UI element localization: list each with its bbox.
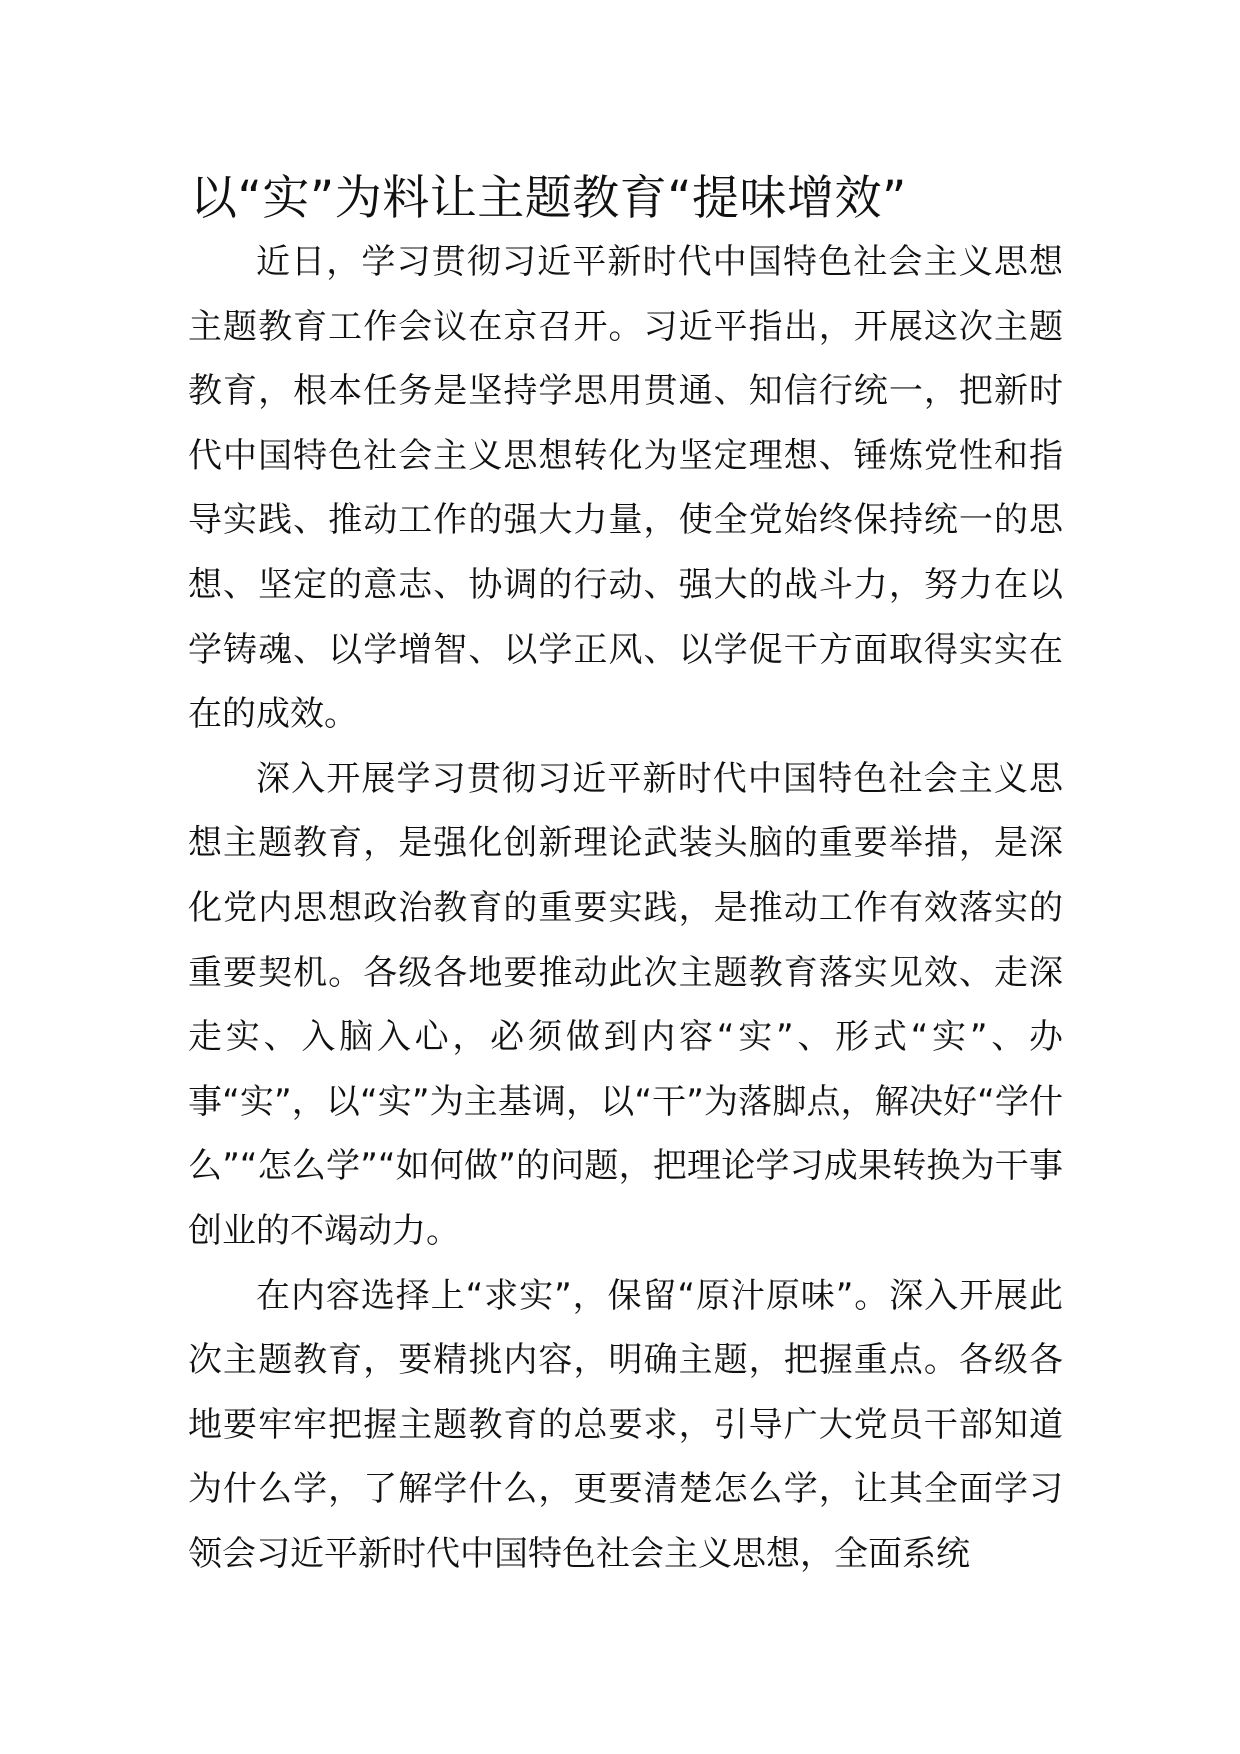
paragraph-3: 在内容选择上“求实”，保留“原汁原味”。深入开展此次主题教育，要精挑内容，明确主题，把握重点。各级各地要牢牢把握主题教育的总要求，引导广大党员干部知道为什么学，了解学什么，更要清楚怎么学，让其全面学习领会习近平新时代中国特色社会主义思想，全面系统	[188, 1275, 1063, 1574]
paragraph-2: 深入开展学习贯彻习近平新时代中国特色社会主义思想主题教育，是强化创新理论武装头脑的重要举措，是深化党内思想政治教育的重要实践，是推动工作有效落实的重要契机。各级各地要推动此次主题教育落实见效、走深走实、入脑入心，必须做到内容“实”、形式“实”、办事“实”，以“实”为主基调，以“干”为落脚点，解决好“学什么”“怎么学”“如何做”的问题，把理论学习成果转换为干事创业的不竭动力。	[188, 758, 1063, 1251]
document-title: 以“实”为料让主题教育“提味增效”	[190, 171, 907, 226]
paragraph-1: 近日，学习贯彻习近平新时代中国特色社会主义思想主题教育工作会议在京召开。习近平指出，开展这次主题教育，根本任务是坚持学思用贯通、知信行统一，把新时代中国特色社会主义思想转化为坚定理想、锤炼党性和指导实践、推动工作的强大力量，使全党始终保持统一的思想、坚定的意志、协调的行动、强大的战斗力，努力在以学铸魂、以学增智、以学正风、以学促干方面取得实实在在的成效。	[188, 242, 1063, 735]
document-body	[188, 230, 1063, 1586]
